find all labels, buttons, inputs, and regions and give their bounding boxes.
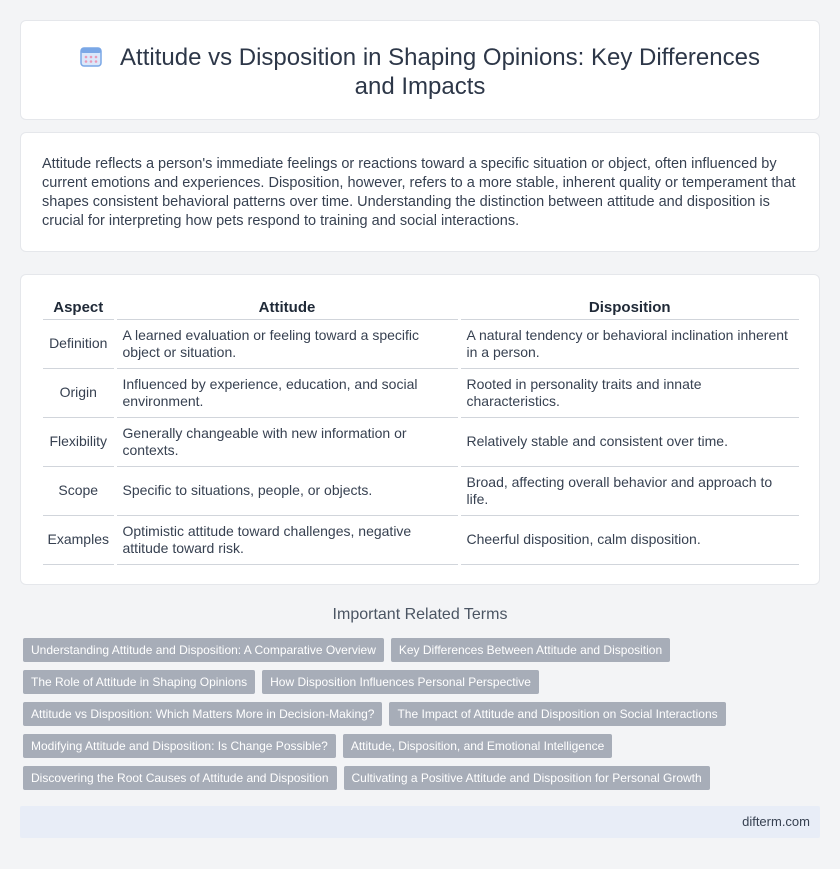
tag-row: [23, 702, 813, 734]
table-row: [43, 417, 799, 466]
table-row: [43, 319, 799, 368]
table-header-row: [43, 295, 799, 319]
related-term-link[interactable]: Understanding Attitude and Disposition: A Comparative Overview: [23, 638, 384, 662]
related-term-link[interactable]: Cultivating a Positive Attitude and Disposition for Personal Growth: [344, 766, 710, 790]
attitude-cell: Generally changeable with new information or contexts.: [115, 417, 459, 466]
column-header-disposition: Disposition: [459, 295, 799, 319]
related-terms-title: Important Related Terms: [332, 606, 508, 623]
column-header-attitude: Attitude: [115, 295, 459, 319]
footer-site-link[interactable]: difterm.com: [742, 814, 810, 829]
tag-row: [23, 734, 813, 766]
header: [21, 43, 819, 101]
attitude-cell: A learned evaluation or feeling toward a specific object or situation.: [115, 319, 459, 368]
aspect-cell: Flexibility: [43, 417, 115, 466]
comparison-card: [20, 274, 820, 585]
page-title-text: Attitude vs Disposition in Shaping Opinions: Key Differences and Impacts: [120, 44, 760, 100]
disposition-cell: Broad, affecting overall behavior and approach to life.: [459, 466, 799, 515]
aspect-cell: Examples: [43, 515, 115, 564]
intro-card: [20, 132, 820, 252]
related-term-link[interactable]: Modifying Attitude and Disposition: Is Change Possible?: [23, 734, 336, 758]
disposition-cell: Relatively stable and consistent over time.: [459, 417, 799, 466]
attitude-cell: Optimistic attitude toward challenges, negative attitude toward risk.: [115, 515, 459, 564]
related-terms-list: [23, 638, 813, 798]
footer: [20, 806, 820, 838]
tag-row: [23, 766, 813, 798]
table-row: [43, 515, 799, 564]
related-term-link[interactable]: How Disposition Influences Personal Perspective: [262, 670, 539, 694]
related-term-link[interactable]: The Impact of Attitude and Disposition on Social Interactions: [389, 702, 725, 726]
aspect-cell: Scope: [43, 466, 115, 515]
related-term-link[interactable]: Attitude, Disposition, and Emotional Intelligence: [343, 734, 612, 758]
attitude-cell: Specific to situations, people, or objects.: [115, 466, 459, 515]
comparison-table: [43, 295, 799, 565]
intro-paragraph: Attitude reflects a person's immediate feelings or reactions toward a specific situation or object, often influenced by current emotions and experiences. Disposition, however, refers to a more stable, inherent quality or temperament that shapes consistent behavioral patterns over time. Understanding the distinction between attitude and disposition is crucial for interpreting how pets respond to training and social interactions.: [42, 156, 796, 229]
disposition-cell: Cheerful disposition, calm disposition.: [459, 515, 799, 564]
column-header-aspect: Aspect: [43, 295, 115, 319]
related-term-link[interactable]: The Role of Attitude in Shaping Opinions: [23, 670, 255, 694]
disposition-cell: Rooted in personality traits and innate characteristics.: [459, 368, 799, 417]
tag-row: [23, 638, 813, 670]
disposition-cell: A natural tendency or behavioral inclination inherent in a person.: [459, 319, 799, 368]
aspect-cell: Origin: [43, 368, 115, 417]
attitude-cell: Influenced by experience, education, and social environment.: [115, 368, 459, 417]
related-term-link[interactable]: Key Differences Between Attitude and Disposition: [391, 638, 670, 662]
related-term-link[interactable]: Attitude vs Disposition: Which Matters More in Decision-Making?: [23, 702, 382, 726]
aspect-cell: Definition: [43, 319, 115, 368]
calendar-icon: [80, 45, 102, 67]
related-term-link[interactable]: Discovering the Root Causes of Attitude and Disposition: [23, 766, 337, 790]
table-row: [43, 466, 799, 515]
tag-row: [23, 670, 813, 702]
header-card: [20, 20, 820, 120]
page-title: [57, 43, 783, 101]
table-row: [43, 368, 799, 417]
